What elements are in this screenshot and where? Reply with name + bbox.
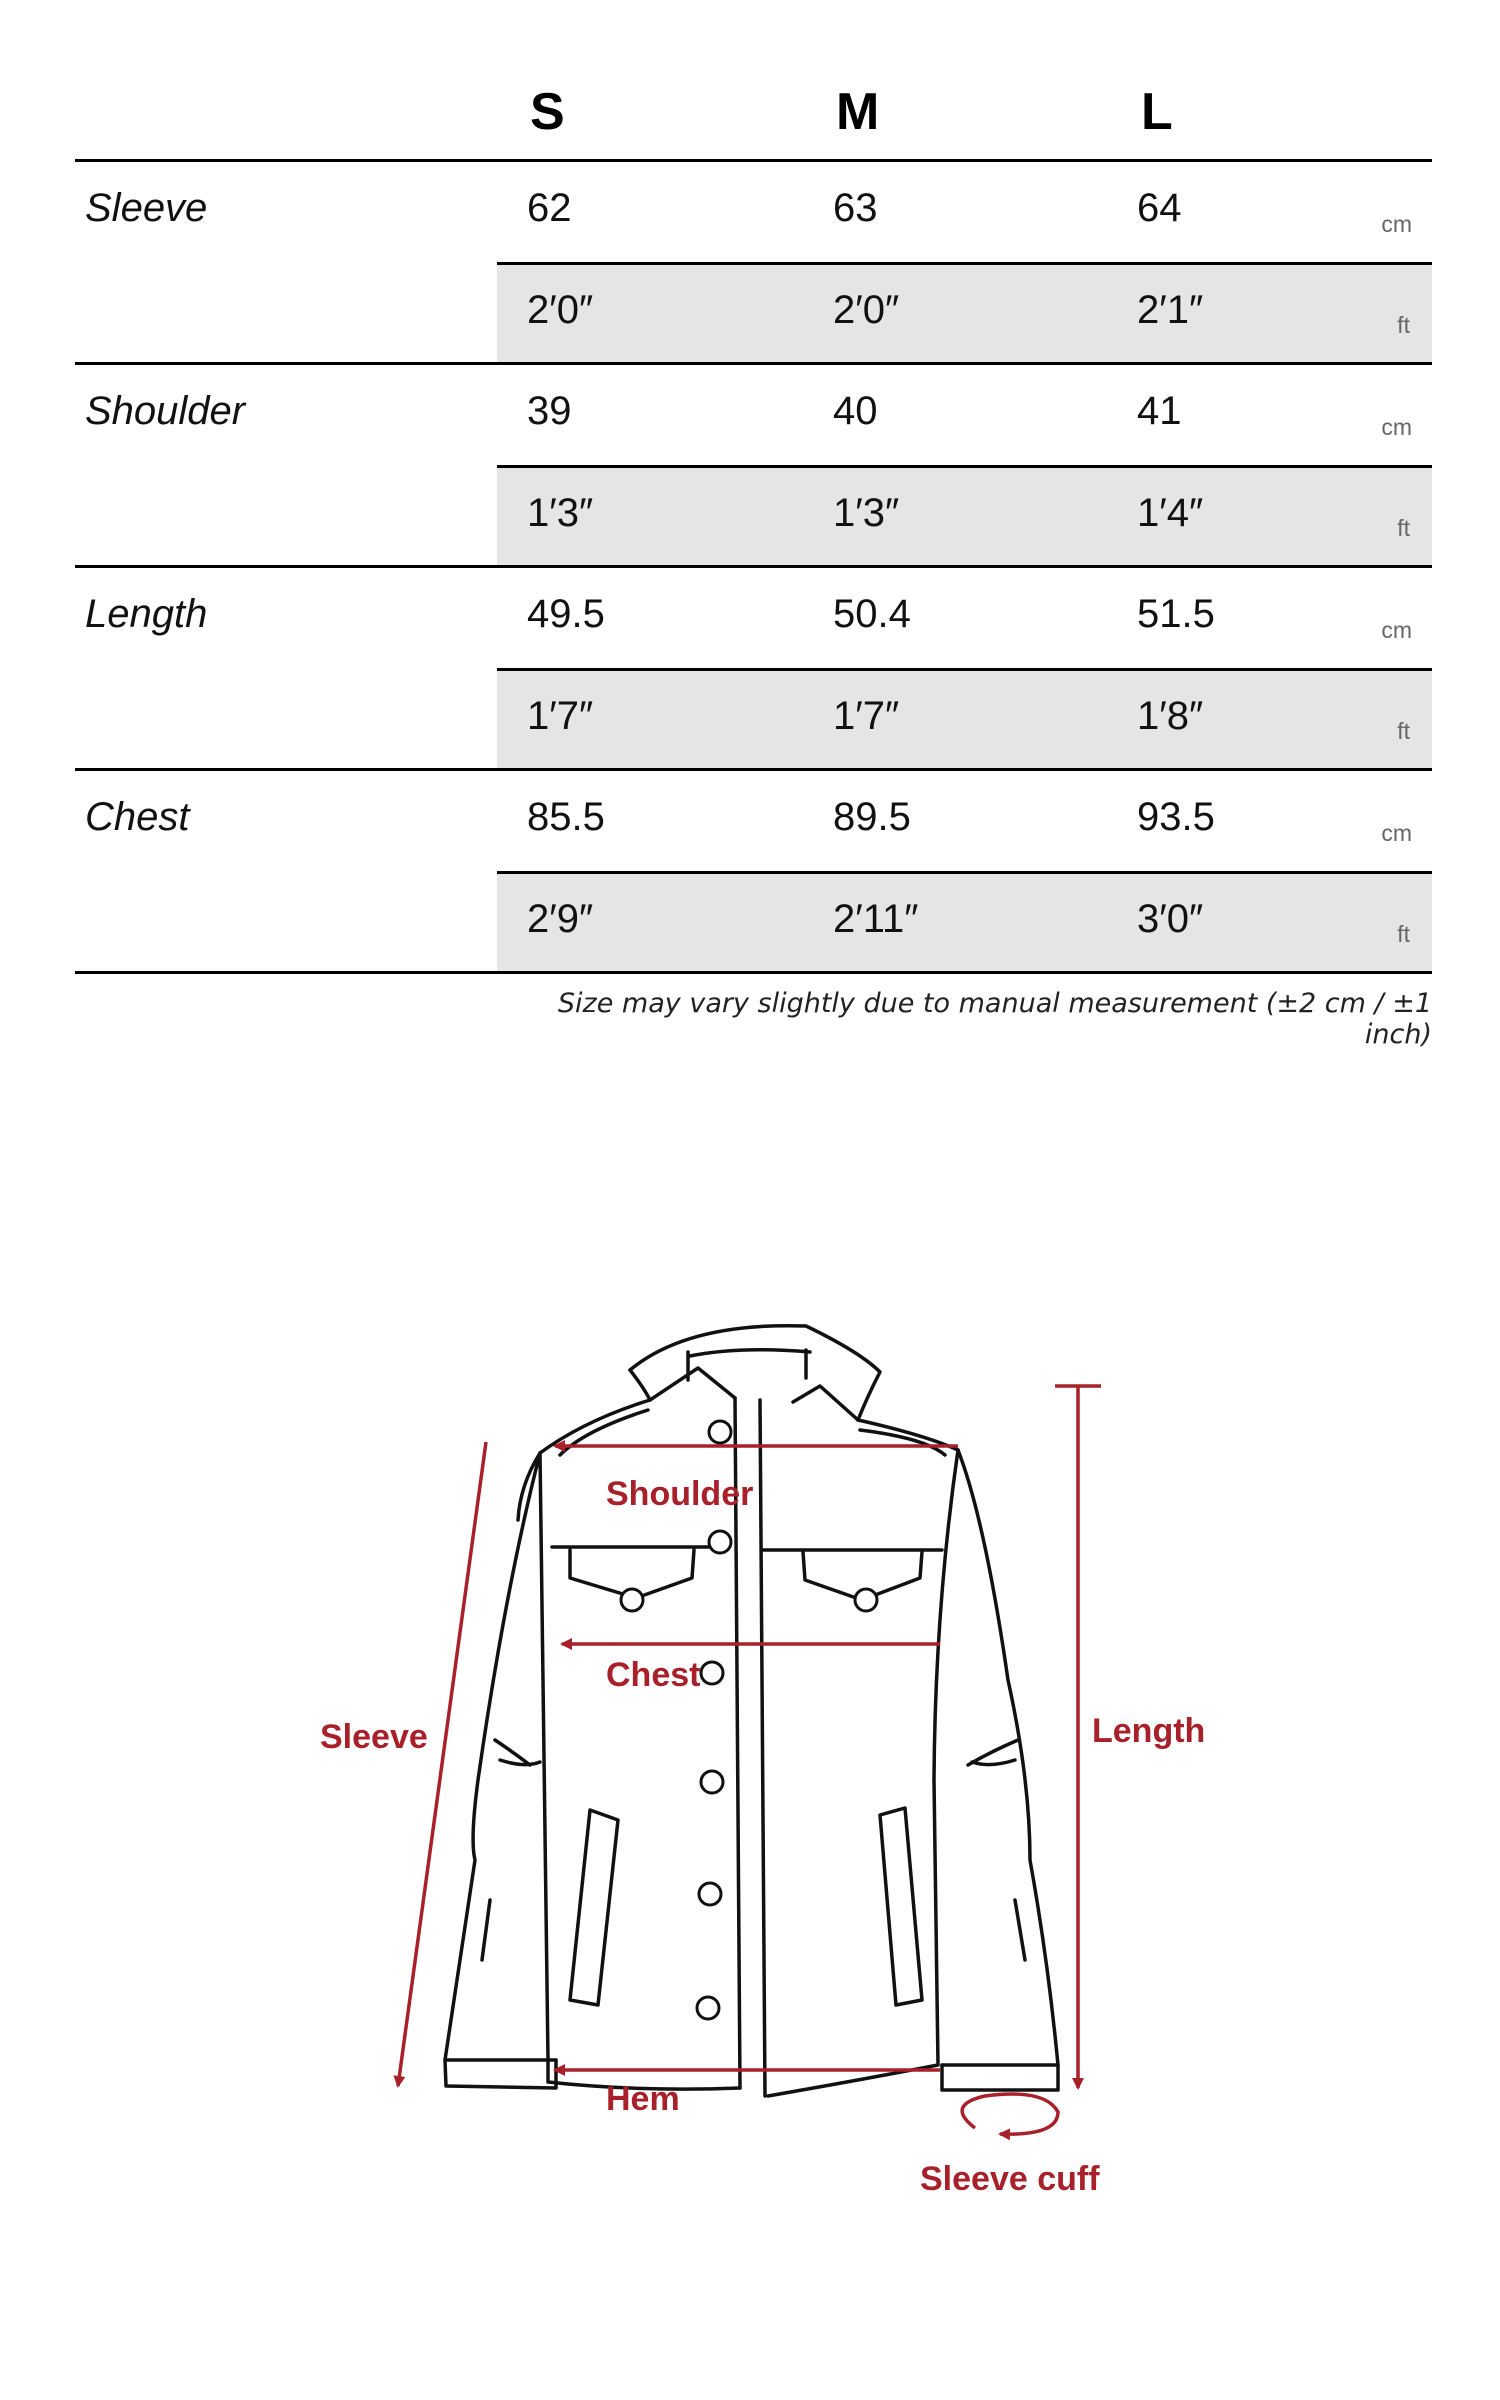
ft-row-background bbox=[497, 669, 1432, 768]
unit-ft: ft bbox=[1397, 718, 1410, 744]
cell-chest-m-ft: 2′11″ bbox=[833, 897, 919, 941]
label-sleeve: Sleeve bbox=[320, 1718, 428, 1756]
unit-ft: ft bbox=[1397, 921, 1410, 947]
cell-shoulder-m-cm: 40 bbox=[833, 389, 878, 433]
ft-row-background bbox=[497, 263, 1432, 362]
label-shoulder: Shoulder bbox=[606, 1475, 754, 1513]
label-hem: Hem bbox=[606, 2080, 680, 2118]
cell-chest-s-ft: 2′9″ bbox=[527, 897, 594, 941]
row-divider bbox=[497, 465, 1432, 468]
ft-row-background bbox=[497, 872, 1432, 971]
cell-chest-l-ft: 3′0″ bbox=[1137, 897, 1204, 941]
label-sleeve-cuff: Sleeve cuff bbox=[920, 2160, 1100, 2198]
cell-sleeve-l-ft: 2′1″ bbox=[1137, 288, 1204, 332]
unit-cm: cm bbox=[1381, 414, 1412, 440]
cell-shoulder-s-ft: 1′3″ bbox=[527, 491, 594, 535]
cell-length-m-ft: 1′7″ bbox=[833, 694, 900, 738]
row-divider bbox=[497, 668, 1432, 671]
cell-shoulder-l-cm: 41 bbox=[1137, 389, 1182, 433]
cell-sleeve-m-ft: 2′0″ bbox=[833, 288, 900, 332]
cell-chest-l-cm: 93.5 bbox=[1137, 795, 1215, 839]
measurement-note: Size may vary slightly due to manual measurement (±2 cm / ±1 inch) bbox=[557, 988, 1432, 1050]
unit-cm: cm bbox=[1381, 211, 1412, 237]
cell-length-s-cm: 49.5 bbox=[527, 592, 605, 636]
cell-chest-m-cm: 89.5 bbox=[833, 795, 911, 839]
row-rule bbox=[75, 768, 1432, 771]
sleeve-cuff-arrow bbox=[962, 2094, 1058, 2134]
row-rule bbox=[75, 565, 1432, 568]
row-rule bbox=[75, 362, 1432, 365]
size-header-m: M bbox=[836, 83, 880, 141]
cell-shoulder-s-cm: 39 bbox=[527, 389, 572, 433]
sleeve-arrow bbox=[398, 1442, 486, 2086]
cell-shoulder-l-ft: 1′4″ bbox=[1137, 491, 1204, 535]
table-bottom-rule bbox=[75, 971, 1432, 974]
ft-row-background bbox=[497, 466, 1432, 565]
unit-cm: cm bbox=[1381, 820, 1412, 846]
cell-length-m-cm: 50.4 bbox=[833, 592, 911, 636]
row-label-shoulder: Shoulder bbox=[85, 389, 246, 433]
cell-chest-s-cm: 85.5 bbox=[527, 795, 605, 839]
cell-length-l-cm: 51.5 bbox=[1137, 592, 1215, 636]
cell-length-s-ft: 1′7″ bbox=[527, 694, 594, 738]
cell-shoulder-m-ft: 1′3″ bbox=[833, 491, 900, 535]
label-chest: Chest bbox=[606, 1656, 701, 1694]
unit-ft: ft bbox=[1397, 515, 1410, 541]
jacket-outline-icon bbox=[445, 1326, 1058, 2096]
cell-sleeve-m-cm: 63 bbox=[833, 186, 878, 230]
row-label-length: Length bbox=[85, 592, 208, 636]
table-top-rule bbox=[75, 159, 1432, 162]
row-label-sleeve: Sleeve bbox=[85, 186, 208, 230]
cell-sleeve-l-cm: 64 bbox=[1137, 186, 1182, 230]
unit-ft: ft bbox=[1397, 312, 1410, 338]
row-divider bbox=[497, 262, 1432, 265]
cell-sleeve-s-ft: 2′0″ bbox=[527, 288, 594, 332]
size-header-l: L bbox=[1141, 83, 1173, 141]
row-label-chest: Chest bbox=[85, 795, 190, 839]
row-divider bbox=[497, 871, 1432, 874]
size-header-s: S bbox=[530, 83, 565, 141]
label-length: Length bbox=[1092, 1712, 1206, 1750]
cell-length-l-ft: 1′8″ bbox=[1137, 694, 1204, 738]
unit-cm: cm bbox=[1381, 617, 1412, 643]
jacket-diagram bbox=[0, 1260, 1500, 2220]
cell-sleeve-s-cm: 62 bbox=[527, 186, 572, 230]
